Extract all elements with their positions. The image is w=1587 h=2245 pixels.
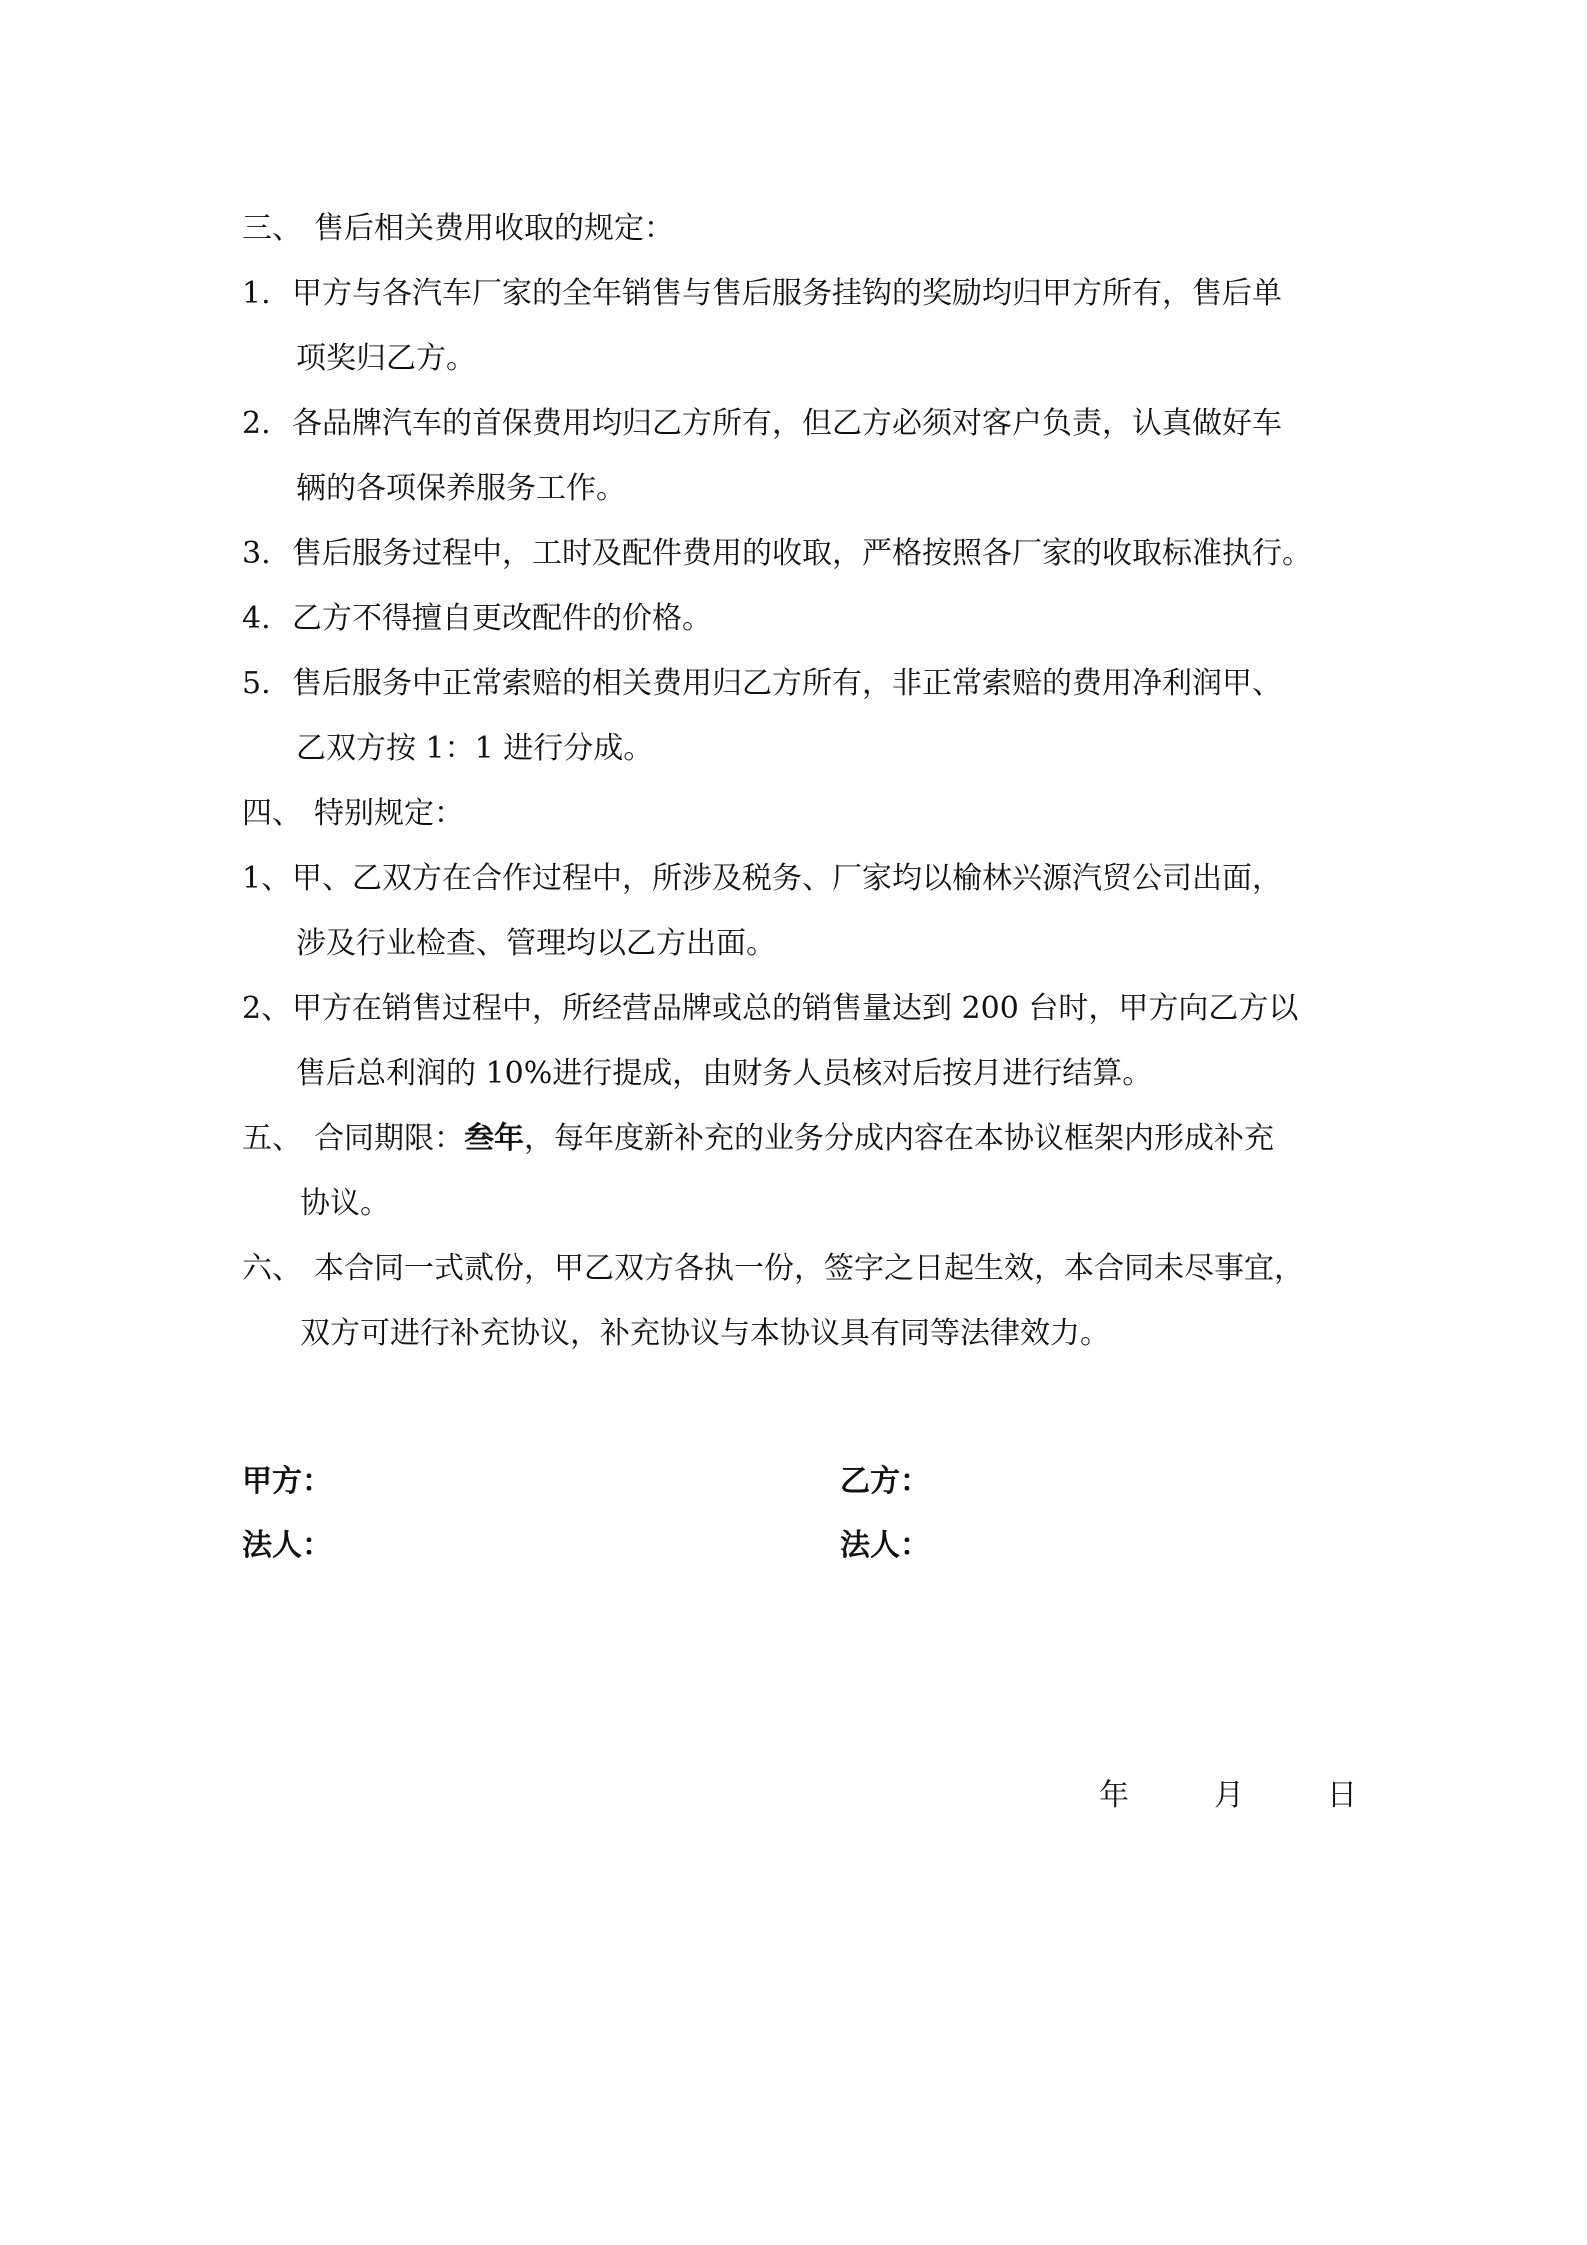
clause-3-4 bbox=[242, 586, 1358, 651]
section-4-heading bbox=[242, 781, 1358, 846]
clause-text: 甲、乙双方在合作过程中，所涉及税务、厂家均以榆林兴源汽贸公司出面， bbox=[292, 861, 1282, 896]
term-description: ，每年度新补充的业务分成内容在本协议框架内形成补充 bbox=[524, 1121, 1274, 1156]
section-6-continued bbox=[242, 1301, 1358, 1366]
clause-3-2-continued bbox=[242, 456, 1358, 521]
clause-number: 2、 bbox=[242, 991, 292, 1026]
clause-number: 2. bbox=[242, 406, 271, 441]
section-text: 本合同一式贰份，甲乙双方各执一份，签字之日起生效，本合同未尽事宜， bbox=[314, 1251, 1304, 1286]
clause-text: 项奖归乙方。 bbox=[296, 341, 476, 376]
clause-4-1 bbox=[242, 846, 1358, 911]
clause-text: 售后总利润的 10%进行提成，由财务人员核对后按月进行结算。 bbox=[296, 1056, 1153, 1091]
section-title: 特别规定： bbox=[314, 796, 464, 831]
section-text: 协议。 bbox=[300, 1186, 390, 1221]
term-duration: 叁年 bbox=[464, 1121, 524, 1156]
section-number: 四、 bbox=[242, 796, 302, 831]
date-day: 日 bbox=[1327, 1778, 1357, 1813]
clause-3-1 bbox=[242, 261, 1358, 326]
clause-4-2 bbox=[242, 976, 1358, 1041]
clause-text: 涉及行业检查、管理均以乙方出面。 bbox=[296, 926, 776, 961]
clause-4-2-continued bbox=[242, 1041, 1358, 1106]
clause-number: 3. bbox=[242, 536, 271, 571]
clause-3-2 bbox=[242, 391, 1358, 456]
clause-3-1-continued bbox=[242, 326, 1358, 391]
clause-3-5-continued bbox=[242, 716, 1358, 781]
clause-text: 各品牌汽车的首保费用均归乙方所有，但乙方必须对客户负责，认真做好车 bbox=[292, 406, 1282, 441]
section-3-heading bbox=[242, 196, 1358, 261]
section-number: 六、 bbox=[242, 1251, 302, 1286]
section-number: 五、 bbox=[242, 1121, 302, 1156]
term-label: 合同期限： bbox=[314, 1121, 464, 1156]
section-6 bbox=[242, 1236, 1358, 1301]
clause-text: 乙方不得擅自更改配件的价格。 bbox=[292, 601, 712, 636]
party-b-label: 乙方： bbox=[840, 1464, 930, 1499]
party-a-label: 甲方： bbox=[242, 1464, 332, 1499]
clause-text: 售后服务过程中，工时及配件费用的收取，严格按照各厂家的收取标准执行。 bbox=[292, 536, 1312, 571]
clause-text: 乙双方按 1：1 进行分成。 bbox=[296, 731, 654, 766]
clause-text: 甲方在销售过程中，所经营品牌或总的销售量达到 200 台时，甲方向乙方以 bbox=[292, 991, 1299, 1026]
section-5 bbox=[242, 1106, 1358, 1171]
section-title: 售后相关费用收取的规定： bbox=[314, 211, 674, 246]
clause-number: 1、 bbox=[242, 861, 292, 896]
legal-rep-b-label: 法人： bbox=[840, 1528, 930, 1563]
clause-number: 5. bbox=[242, 666, 271, 701]
date-month: 月 bbox=[1214, 1778, 1244, 1813]
clause-number: 1. bbox=[242, 276, 271, 311]
section-text bbox=[314, 1106, 1274, 1171]
clause-3-5 bbox=[242, 651, 1358, 716]
section-5-continued bbox=[242, 1171, 1358, 1236]
contract-body bbox=[242, 196, 1358, 1366]
legal-rep-a-label: 法人： bbox=[242, 1528, 332, 1563]
clause-number: 4. bbox=[242, 601, 271, 636]
date-year: 年 bbox=[1099, 1778, 1129, 1813]
clause-4-1-continued bbox=[242, 911, 1358, 976]
section-number: 三、 bbox=[242, 211, 302, 246]
clause-text: 售后服务中正常索赔的相关费用归乙方所有，非正常索赔的费用净利润甲、 bbox=[292, 666, 1282, 701]
clause-3-3 bbox=[242, 521, 1358, 586]
clause-text: 辆的各项保养服务工作。 bbox=[296, 471, 626, 506]
clause-text: 甲方与各汽车厂家的全年销售与售后服务挂钩的奖励均归甲方所有，售后单 bbox=[292, 276, 1282, 311]
section-text: 双方可进行补充协议，补充协议与本协议具有同等法律效力。 bbox=[300, 1316, 1110, 1351]
